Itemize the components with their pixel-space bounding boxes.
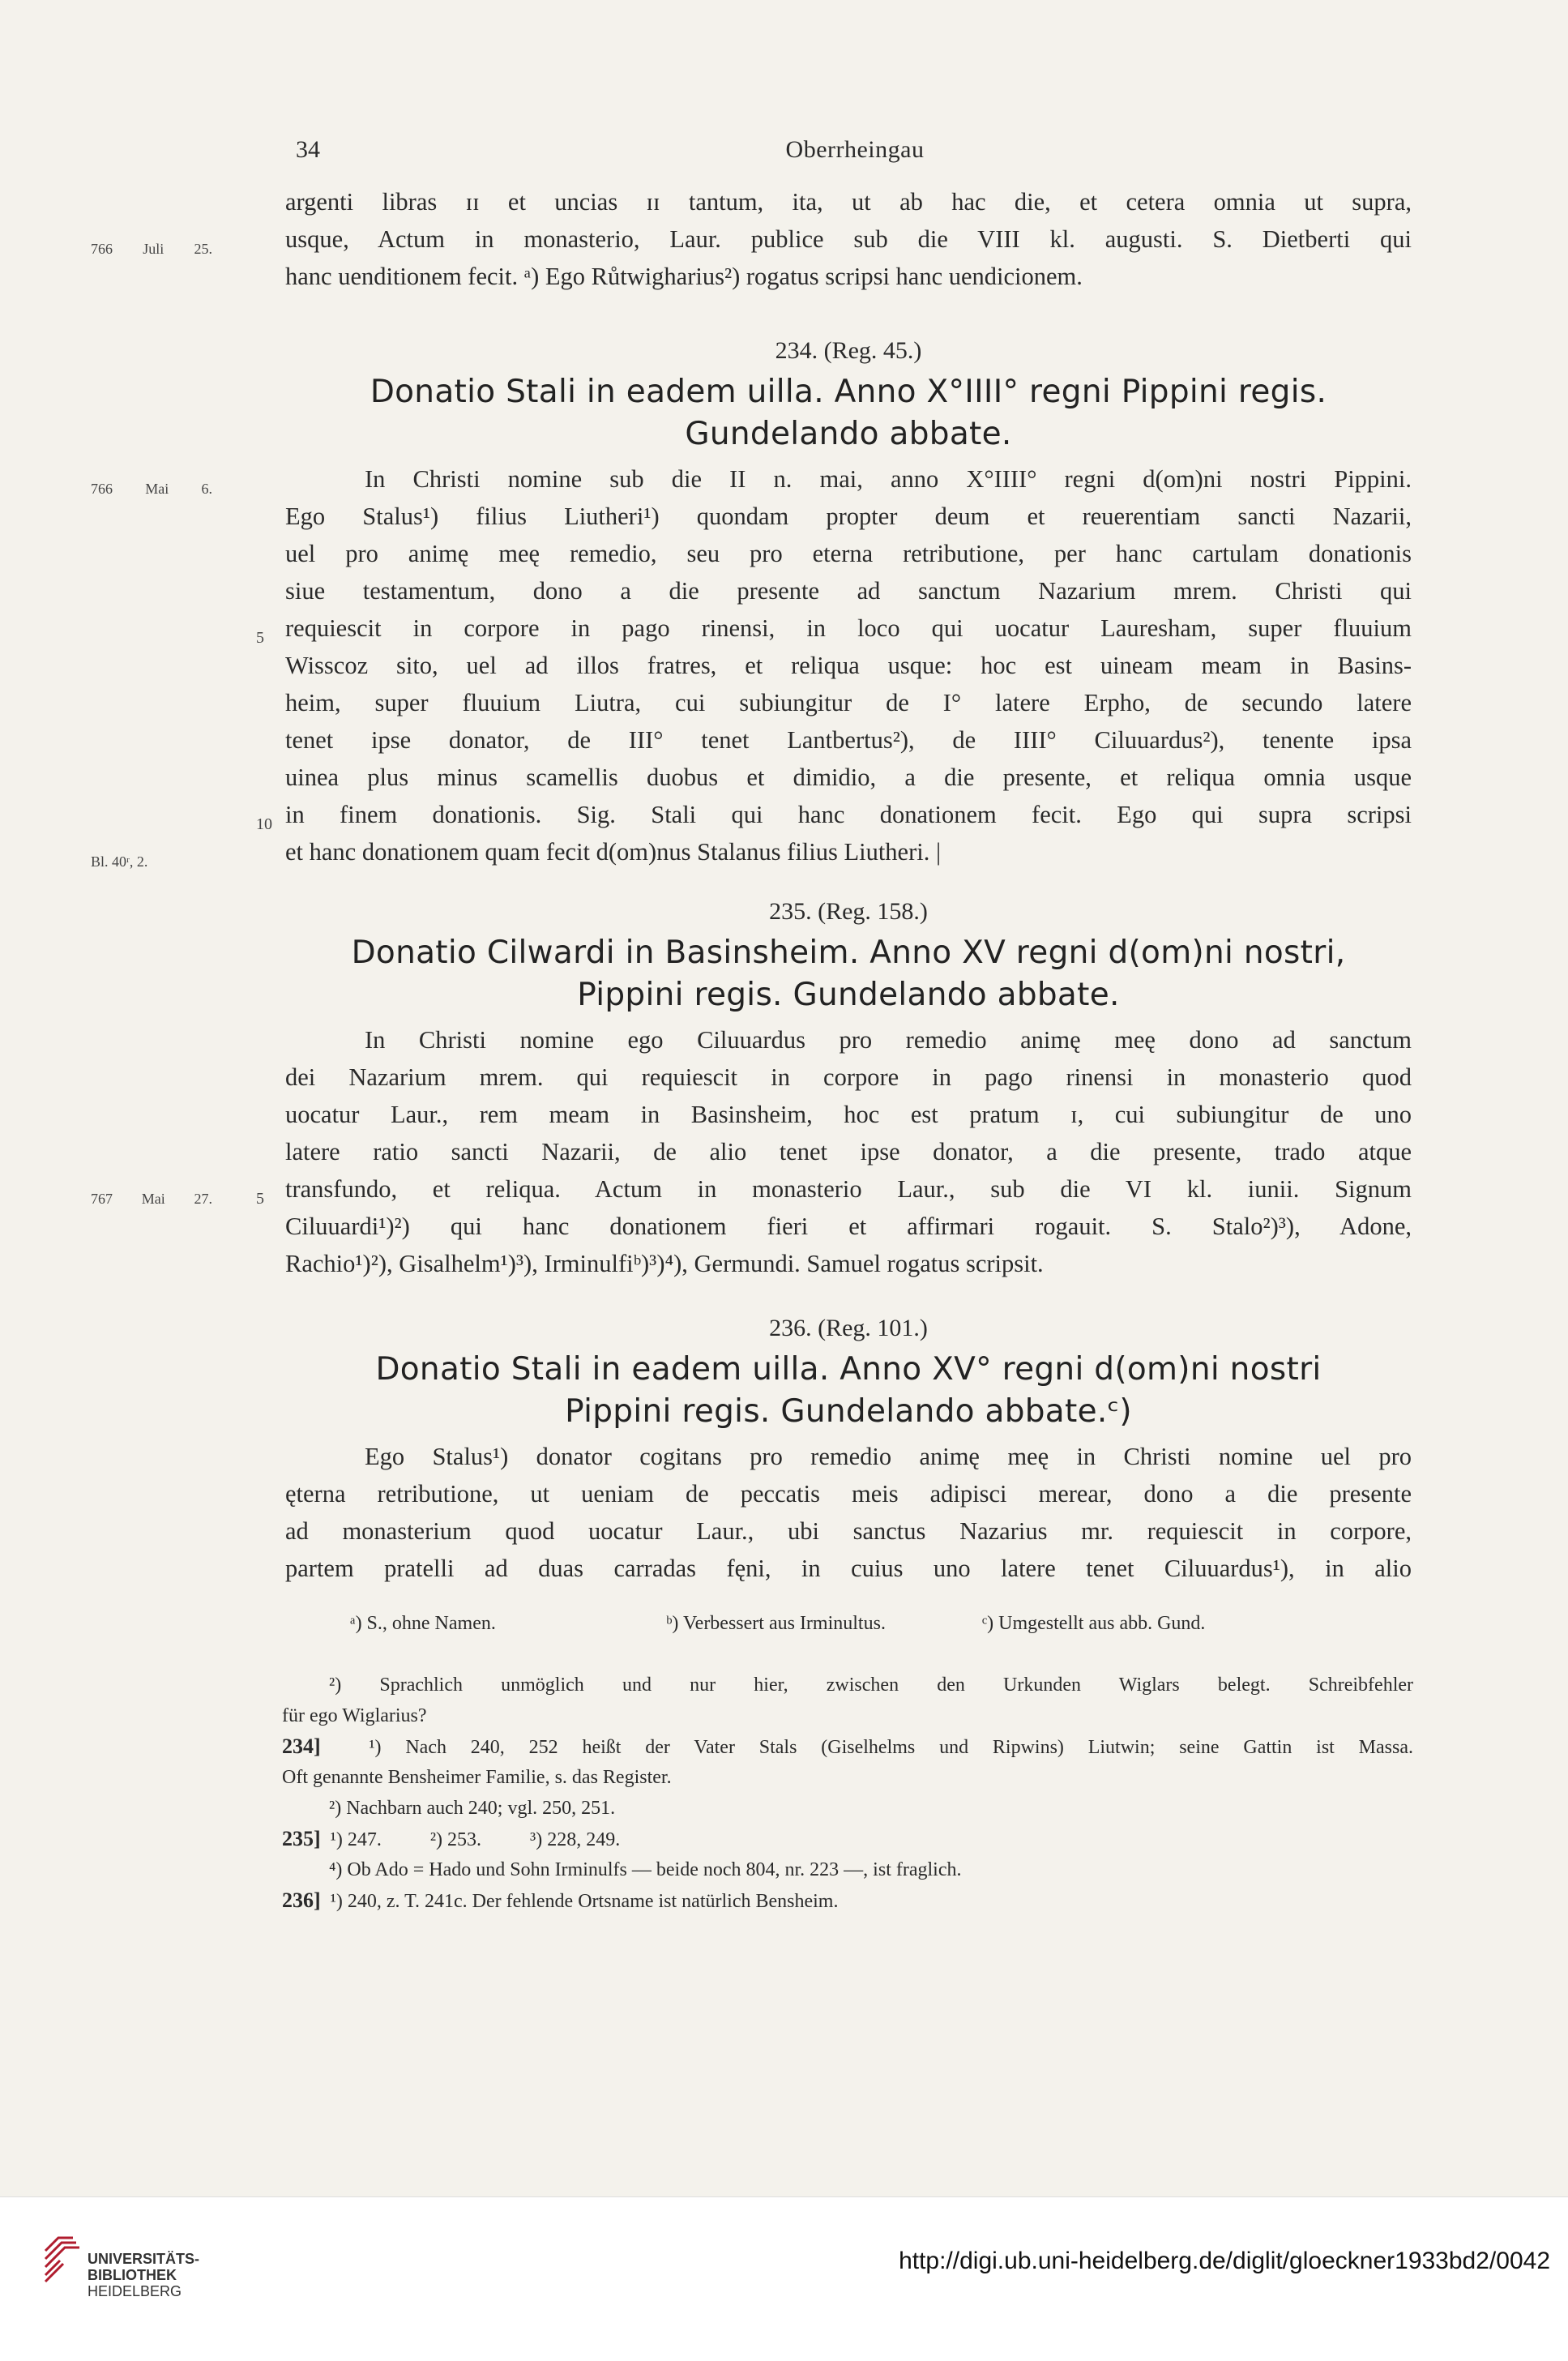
text-line: partem pratelli ad duas carradas fęni, in cuius uno latere tenet Ciluuardus¹), in alio bbox=[285, 1555, 1412, 1582]
text-line: siue testamentum, dono a die presente ad sanctum Nazarium mrem. Christi qui bbox=[285, 577, 1412, 605]
library-logo-text: UNIVERSITÄTS- BIBLIOTHEK HEIDELBERG bbox=[88, 2251, 200, 2299]
title-line: Gundelando abbate. bbox=[685, 416, 1012, 452]
footnote-line: für ego Wiglarius? bbox=[282, 1705, 427, 1726]
text-line: 767 Mai 27. 5 transfundo, et reliqua. Actum in monasterio Laur., sub die VI kl. iunii. Signum bbox=[285, 1170, 1412, 1208]
footnote-label: 236] bbox=[282, 1888, 321, 1912]
text-line: 766 Mai 6. In Christi nomine sub die II n. mai, anno X°IIII° regni d(om)ni nostri Pippini. bbox=[285, 460, 1412, 498]
text-line: dei Nazarium mrem. qui requiescit in corpore in pago rinensi in monasterio quod bbox=[285, 1063, 1412, 1091]
textual-note: ᵇ) Verbessert aus Irminultus. bbox=[666, 1613, 886, 1634]
text-line: Rachio¹)²), Gisalhelm¹)³), Irminulfiᵇ)³)⁴), Germundi. Samuel rogatus scripsit. bbox=[285, 1250, 1044, 1277]
title-line: Donatio Cilwardi in Basinsheim. Anno XV regni d(om)ni nostri, bbox=[351, 935, 1346, 971]
document-236 bbox=[285, 1308, 1412, 1587]
footnote-label: 234] bbox=[282, 1734, 321, 1758]
document-title bbox=[285, 932, 1412, 1016]
line-number: 10 bbox=[256, 815, 272, 833]
margin-note-folio: Bl. 40ʳ, 2. bbox=[91, 853, 148, 870]
footnote-line: ²) Sprachlich unmöglich und nur hier, zwischen den Urkunden Wiglars belegt. Schreibfehler bbox=[329, 1675, 1413, 1696]
page-number: 34 bbox=[296, 136, 320, 163]
footnote-line: 234] ¹) Nach 240, 252 heißt der Vater Stals (Giselhelms und Ripwins) Liutwin; seine Gattin ist Massa. bbox=[282, 1734, 1413, 1758]
text-line: In Christi nomine ego Ciluuardus pro remedio animę meę dono ad sanctum bbox=[365, 1026, 1412, 1054]
footnote-line: 236] ¹) 240, z. T. 241c. Der fehlende Ortsname ist natürlich Bensheim. bbox=[282, 1888, 839, 1912]
intro-paragraph bbox=[91, 183, 1412, 295]
line-number: 5 bbox=[256, 629, 264, 647]
textual-note: ᶜ) Umgestellt aus abb. Gund. bbox=[982, 1613, 1206, 1634]
title-line: Pippini regis. Gundelando abbate. bbox=[577, 977, 1120, 1013]
library-logo bbox=[41, 2228, 200, 2309]
text-line: Ego Stalus¹) filius Liutheri¹) quondam propter deum et reuerentiam sancti Nazarii, bbox=[285, 503, 1412, 530]
document-235 bbox=[91, 892, 1412, 1282]
document-number: 236. (Reg. 101.) bbox=[769, 1315, 928, 1341]
document-number: 235. (Reg. 158.) bbox=[769, 898, 928, 925]
footnote-line: Oft genannte Bensheimer Familie, s. das Register. bbox=[282, 1767, 672, 1788]
footnote-line: ²) Nachbarn auch 240; vgl. 250, 251. bbox=[329, 1798, 616, 1819]
text-line: 5 requiescit in corpore in pago rinensi, in loco qui uocatur Lauresham, super fluuium bbox=[285, 609, 1412, 647]
footnotes bbox=[282, 1670, 1413, 1916]
text-line: uel pro animę meę remedio, seu pro eterna retributione, per hanc cartulam donationis bbox=[285, 540, 1412, 567]
text-line: Ego Stalus¹) donator cogitans pro remedio animę meę in Christi nomine uel pro bbox=[365, 1443, 1412, 1470]
text-line: 10 in finem donationis. Sig. Stali qui hanc donationem fecit. Ego qui supra scripsi bbox=[285, 796, 1412, 833]
text-line: tenet ipse donator, de III° tenet Lantbertus²), de IIII° Ciluuardus²), tenente ipsa bbox=[285, 726, 1412, 754]
text-line: uinea plus minus scamellis duobus et dimidio, a die presente, et reliqua omnia usque bbox=[285, 763, 1412, 791]
page-header bbox=[296, 136, 1414, 169]
viewer-footer bbox=[0, 2196, 1568, 2361]
title-line: Donatio Stali in eadem uilla. Anno XV° regni d(om)ni nostri bbox=[375, 1351, 1322, 1388]
text-line: ęterna retributione, ut ueniam de peccatis meis adipisci merear, dono a die presente bbox=[285, 1480, 1412, 1508]
text-line: uocatur Laur., rem meam in Basinsheim, hoc est pratum ɪ, cui subiungitur de uno bbox=[285, 1101, 1412, 1128]
text-line: argenti libras ɪɪ et uncias ɪɪ tantum, ita, ut ab hac die, et cetera omnia ut supra, bbox=[285, 188, 1412, 216]
text-line: 766 Juli 25. usque, Actum in monasterio, Laur. publice sub die VIII kl. augusti. S. Dietberti qui bbox=[285, 220, 1412, 258]
title-line: Pippini regis. Gundelando abbate.ᶜ) bbox=[565, 1393, 1132, 1430]
textual-note: ᵃ) S., ohne Namen. bbox=[350, 1613, 496, 1634]
text-line: Wisscoz sito, uel ad illos fratres, et reliqua usque: hoc est uineam meam in Basins- bbox=[285, 652, 1412, 679]
library-logo-icon bbox=[41, 2228, 81, 2285]
document-title bbox=[285, 371, 1412, 456]
source-url[interactable]: http://digi.ub.uni-heidelberg.de/diglit/gloeckner1933bd2/0042 bbox=[899, 2248, 1550, 2274]
text-line: heim, super fluuium Liutra, cui subiungitur de I° latere Erpho, de secundo latere bbox=[285, 689, 1412, 716]
document-number: 234. (Reg. 45.) bbox=[775, 337, 922, 364]
margin-note-date: 767 Mai 27. bbox=[91, 1191, 212, 1207]
margin-note-date: 766 Mai 6. bbox=[91, 481, 212, 497]
title-line: Donatio Stali in eadem uilla. Anno X°IIII° regni Pippini regis. bbox=[370, 374, 1327, 410]
text-line: hanc uenditionem fecit. ᵃ) Ego Růtwigharius²) rogatus scripsi hanc uendicionem. bbox=[285, 263, 1083, 290]
text-line: latere ratio sancti Nazarii, de alio tenet ipse donator, a die presente, trado atque bbox=[285, 1138, 1412, 1166]
textual-notes bbox=[285, 1613, 1412, 1645]
running-title: Oberrheingau bbox=[785, 136, 925, 163]
document-title bbox=[285, 1349, 1412, 1433]
line-number: 5 bbox=[256, 1190, 264, 1208]
footnote-label: 235] bbox=[282, 1827, 321, 1850]
text-line: ad monasterium quod uocatur Laur., ubi sanctus Nazarius mr. requiescit in corpore, bbox=[285, 1517, 1412, 1545]
margin-note-date: 766 Juli 25. bbox=[91, 241, 212, 257]
text-line: Ciluuardi¹)²) qui hanc donationem fieri et affirmari rogauit. S. Stalo²)³), Adone, bbox=[285, 1213, 1412, 1240]
footnote-line: 235] ¹) 247. ²) 253. ³) 228, 249. bbox=[282, 1827, 621, 1850]
text-line: Bl. 40ʳ, 2. et hanc donationem quam fecit d(om)nus Stalanus filius Liutheri. | bbox=[285, 833, 1412, 870]
document-234 bbox=[91, 331, 1412, 870]
footnote-line: ⁴) Ob Ado = Hado und Sohn Irminulfs — beide noch 804, nr. 223 —, ist fraglich. bbox=[329, 1859, 962, 1880]
